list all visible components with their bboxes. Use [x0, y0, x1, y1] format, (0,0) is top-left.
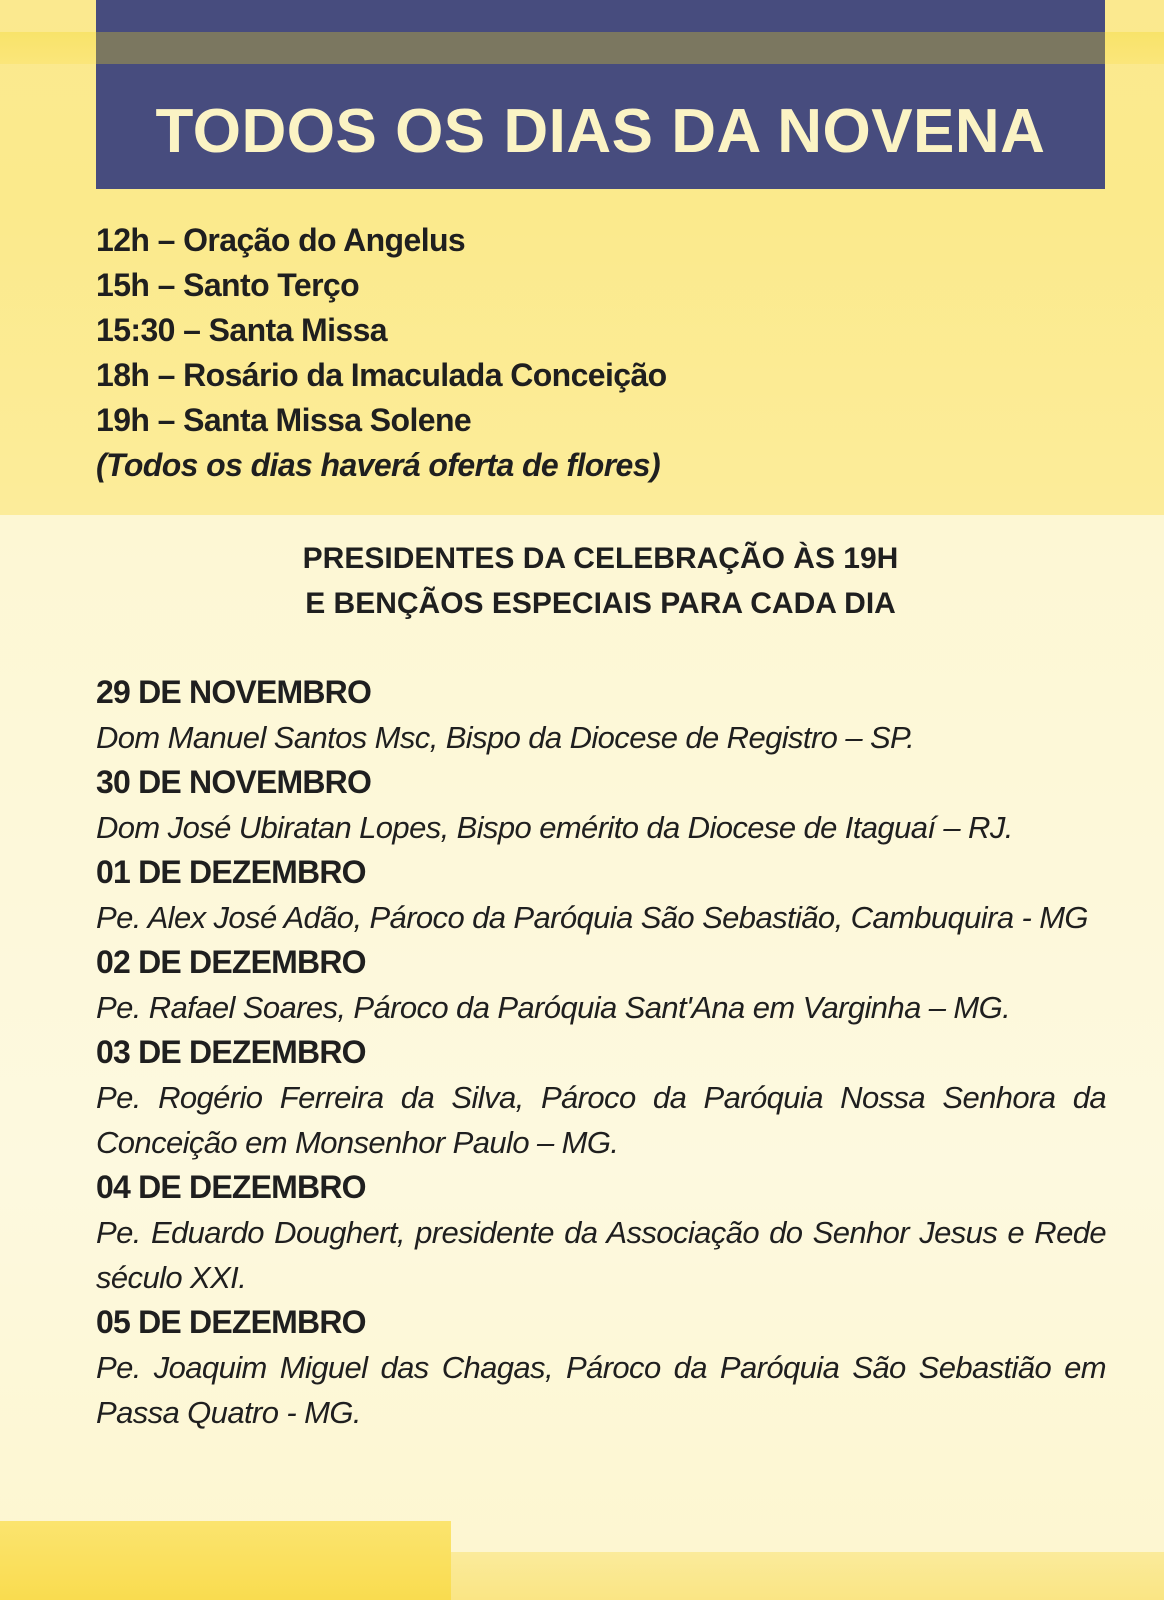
day-entry: [96, 670, 1106, 760]
day-date: 03 DE DEZEMBRO: [96, 1034, 366, 1070]
day-president: Pe. Alex José Adão, Pároco da Paróquia São Sebastião, Cambuquira - MG: [96, 900, 1088, 935]
day-president: Pe. Joaquim Miguel das Chagas, Pároco da Paróquia São Sebastião em Passa Quatro - MG.: [96, 1350, 1106, 1430]
schedule-item: 18h – Rosário da Imaculada Conceição: [96, 357, 667, 393]
day-president: Dom José Ubiratan Lopes, Bispo emérito da Diocese de Itaguaí – RJ.: [96, 810, 1013, 845]
presidents-heading-line2: E BENÇÃOS ESPECIAIS PARA CADA DIA: [305, 587, 896, 620]
bottom-left-bar: [0, 1521, 451, 1600]
schedule-item: 15:30 – Santa Missa: [96, 312, 387, 348]
day-entry: [96, 850, 1106, 940]
day-entry: [96, 760, 1106, 850]
schedule-item: 15h – Santo Terço: [96, 267, 360, 303]
daily-schedule: [96, 218, 1096, 488]
day-president: Pe. Rafael Soares, Pároco da Paróquia Sant'Ana em Varginha – MG.: [96, 990, 1011, 1025]
days-list: [96, 670, 1106, 1435]
day-entry: [96, 1300, 1106, 1435]
page-title: TODOS OS DIAS DA NOVENA: [155, 97, 1046, 166]
day-entry: [96, 940, 1106, 1030]
day-entry: [96, 1165, 1106, 1300]
day-date: 30 DE NOVEMBRO: [96, 764, 372, 800]
day-date: 05 DE DEZEMBRO: [96, 1304, 366, 1340]
schedule-note: (Todos os dias haverá oferta de flores): [96, 447, 661, 483]
day-president: Pe. Eduardo Doughert, presidente da Associação do Senhor Jesus e Rede século XXI.: [96, 1215, 1106, 1295]
day-entry: [96, 1030, 1106, 1165]
day-president: Dom Manuel Santos Msc, Bispo da Diocese de Registro – SP.: [96, 720, 915, 755]
bottom-right-bar: [451, 1552, 1164, 1600]
day-date: 01 DE DEZEMBRO: [96, 854, 366, 890]
day-date: 29 DE NOVEMBRO: [96, 674, 372, 710]
schedule-item: 19h – Santa Missa Solene: [96, 402, 472, 438]
presidents-heading: [96, 536, 1105, 626]
day-date: 04 DE DEZEMBRO: [96, 1169, 366, 1205]
presidents-heading-line1: PRESIDENTES DA CELEBRAÇÃO ÀS 19H: [302, 542, 899, 575]
day-president: Pe. Rogério Ferreira da Silva, Pároco da Paróquia Nossa Senhora da Conceição em Monsenhor Paulo – MG.: [96, 1080, 1106, 1160]
day-date: 02 DE DEZEMBRO: [96, 944, 366, 980]
schedule-item: 12h – Oração do Angelus: [96, 222, 466, 258]
header-band-stripe: [96, 32, 1105, 64]
